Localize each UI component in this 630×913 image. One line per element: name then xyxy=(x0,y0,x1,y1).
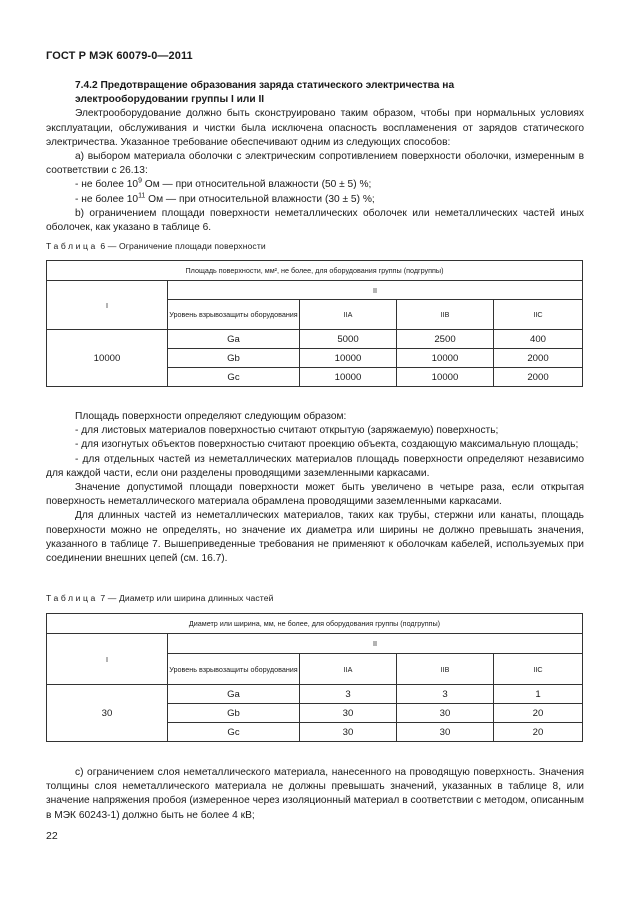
surface-rules xyxy=(46,410,584,566)
paragraph-c-block xyxy=(46,766,584,823)
bullet-1e9 xyxy=(46,178,584,192)
col-IIB: IIB xyxy=(397,300,494,330)
superscript: 9 xyxy=(138,178,142,186)
value-I: 10000 xyxy=(47,330,168,387)
col-group-II: II xyxy=(168,281,583,300)
cell: 30 xyxy=(397,704,494,723)
paragraph-a: а) выбором материала оболочки с электрическим сопротивлением поверхности оболочки, измеренным в соответствии с 26.13: xyxy=(46,151,584,177)
table-row xyxy=(47,330,583,349)
table-row xyxy=(47,685,583,704)
col-IIA: IIA xyxy=(300,300,397,330)
page-number: 22 xyxy=(46,830,58,842)
text: - не более 10 xyxy=(75,193,139,205)
document-header: ГОСТ Р МЭК 60079-0—2011 xyxy=(46,50,193,62)
col-IIC: IIC xyxy=(494,654,583,685)
section-7-4-2 xyxy=(46,79,584,235)
cell: 20 xyxy=(494,723,583,742)
cell: 3 xyxy=(397,685,494,704)
epl: Gc xyxy=(168,368,300,387)
text: - не более 10 xyxy=(75,179,139,191)
caption-text: 7 — Диаметр или ширина длинных частей xyxy=(97,593,274,603)
caption-word: Таблица xyxy=(46,593,98,603)
col-group-I: I xyxy=(47,634,168,685)
paragraph: - для отдельных частей из неметаллических материалов площадь поверхности определяют независимо для каждой части, если они разделены проводящими заземленными каркасами. xyxy=(46,453,584,479)
col-IIB: IIB xyxy=(397,654,494,685)
cell: 30 xyxy=(397,723,494,742)
paragraph-c: с) ограничением слоя неметаллического материала, нанесенного на проводящую поверхность. Значения толщины слоя неметаллического материала не должны превышать значений, указанных в таблице 8, или значение напряжения пробоя (измеренное через изоляционный материал в соответствии с методом, описанным в МЭК 60243-1) должно быть не более 4 кВ; xyxy=(46,767,584,821)
value-I: 30 xyxy=(47,685,168,742)
cell: 3 xyxy=(300,685,397,704)
bullet-1e11 xyxy=(46,193,584,207)
epl: Ga xyxy=(168,685,300,704)
paragraph: Значение допустимой площади поверхности может быть увеличено в четыре раза, если открытая поверхность неметаллического материала обрамлена проводящими заземленными каркасами. xyxy=(46,482,584,508)
cell: 10000 xyxy=(397,368,494,387)
paragraph: Площадь поверхности определяют следующим образом: xyxy=(75,411,347,422)
table-6 xyxy=(46,260,583,387)
section-title xyxy=(46,79,584,93)
table-7 xyxy=(46,613,583,742)
epl: Gb xyxy=(168,349,300,368)
col-level: Уровень взрывозащиты оборудования xyxy=(168,300,300,330)
section-title-line1: 7.4.2 Предотвращение образования заряда статического электричества на xyxy=(75,80,455,91)
paragraph: - для листовых материалов поверхностью считают открытую (заряжаемую) поверхность; xyxy=(75,425,499,437)
table7-caption xyxy=(46,593,274,603)
cell: 2000 xyxy=(494,349,583,368)
superscript: 11 xyxy=(138,192,146,200)
col-group-I: I xyxy=(47,281,168,330)
cell: 20 xyxy=(494,704,583,723)
col-level: Уровень взрывозащиты оборудования xyxy=(168,654,300,685)
cell: 30 xyxy=(300,704,397,723)
cell: 10000 xyxy=(397,349,494,368)
cell: 2500 xyxy=(397,330,494,349)
epl: Gc xyxy=(168,723,300,742)
cell: 30 xyxy=(300,723,397,742)
cell: 5000 xyxy=(300,330,397,349)
paragraph: Для длинных частей из неметаллических материалов, таких как трубы, стержни или канаты, площадь поверхности можно не определять, но значение их диаметра или ширины не должно превышать значения, указанного в таблице 7. Вышеприведенные требования не применяют к оболочкам кабелей, используемых при соединении внешних цепей (см. 16.7). xyxy=(46,510,584,565)
text: Ом — при относительной влажности (50 ± 5) %; xyxy=(141,179,372,191)
text: Ом — при относительной влажности (30 ± 5) %; xyxy=(145,193,375,205)
cell: 2000 xyxy=(494,368,583,387)
cell: 1 xyxy=(494,685,583,704)
paragraph: Электрооборудование должно быть сконструировано таким образом, чтобы при нормальных условиях эксплуатации, обслуживания и чистки была исключена опасность воспламенения от зарядов статического электричества. Указанное требование обеспечивают одним из следующих способов: xyxy=(46,108,584,148)
table-header: Диаметр или ширина, мм, не более, для оборудования группы (подгруппы) xyxy=(47,614,583,634)
table6-caption xyxy=(46,241,266,251)
table-header: Площадь поверхности, мм², не более, для оборудования группы (подгруппы) xyxy=(47,261,583,281)
section-title-line2: электрооборудовании группы I или II xyxy=(75,94,265,106)
paragraph-b: b) ограничением площади поверхности неметаллических оболочек или неметаллических частей иных оболочек, как указано в таблице 6. xyxy=(46,207,584,234)
epl: Gb xyxy=(168,704,300,723)
col-group-II: II xyxy=(168,634,583,654)
col-IIA: IIA xyxy=(300,654,397,685)
cell: 10000 xyxy=(300,368,397,387)
epl: Ga xyxy=(168,330,300,349)
paragraph: - для изогнутых объектов поверхностью считают проекцию объекта, создающую максимальную площадь; xyxy=(75,439,579,451)
caption-text: 6 — Ограничение площади поверхности xyxy=(97,241,266,251)
caption-word: Таблица xyxy=(46,241,98,251)
cell: 400 xyxy=(494,330,583,349)
cell: 10000 xyxy=(300,349,397,368)
col-IIC: IIC xyxy=(494,300,583,330)
